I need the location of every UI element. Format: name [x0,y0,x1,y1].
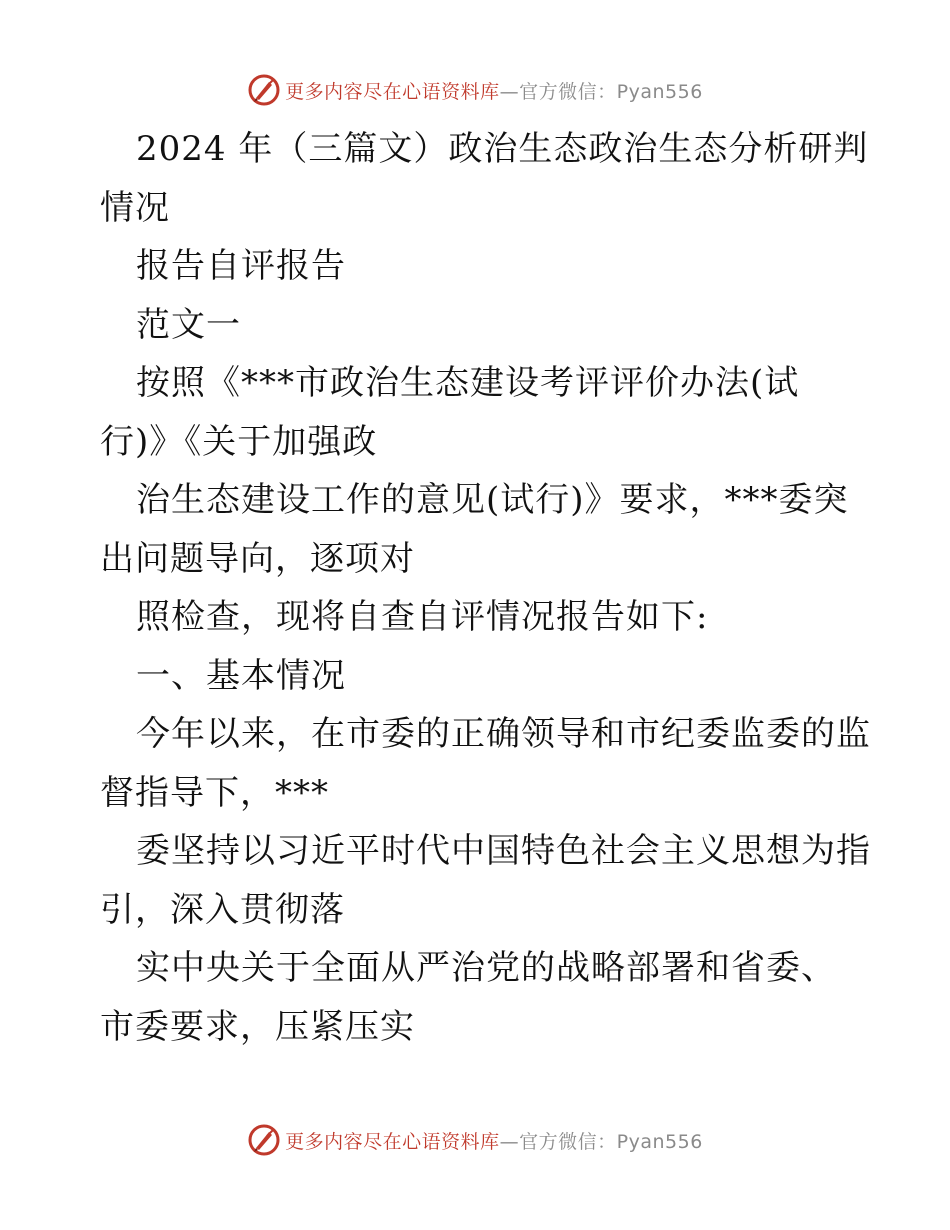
document-line: 行)》《关于加强政 [100,421,378,462]
document-line: 今年以来，在市委的正确领导和市纪委监委的监 [136,714,871,754]
document-line: 治生态建设工作的意见(试行)》要求，***委突 [136,480,849,520]
document-line: 照检查，现将自查自评情况报告如下: [136,597,709,637]
footer-banner [0,1120,950,1160]
document-line: 报告自评报告 [136,246,346,286]
document-line: 出问题导向，逐项对 [100,538,415,579]
banner-dash: — [499,1130,520,1153]
document-line: 市委要求，压紧压实 [100,1006,415,1047]
quill-logo-icon [247,73,281,107]
document-line: 2024 年（三篇文）政治生态政治生态分析研判 [136,129,869,169]
document-line: 范文一 [136,304,241,345]
document-line: 一、基本情况 [136,655,346,696]
document-line: 实中央关于全面从严治党的战略部署和省委、 [136,948,836,988]
header-banner [0,70,950,110]
banner-text [285,1127,703,1154]
banner-account: 官方微信：Pyan556 [519,80,703,103]
document-line: 督指导下，*** [100,772,329,813]
banner-text [285,77,703,104]
banner-main-text: 更多内容尽在心语资料库 [285,1130,500,1153]
document-body [100,120,871,1056]
banner-dash: — [499,80,520,103]
document-line: 按照《***市政治生态建设考评评价办法(试 [136,363,800,403]
document-line: 情况 [100,187,170,228]
quill-logo-icon [247,1123,281,1157]
document-line: 引，深入贯彻落 [100,889,345,930]
banner-main-text: 更多内容尽在心语资料库 [285,80,500,103]
banner-account: 官方微信：Pyan556 [519,1130,703,1153]
document-line: 委坚持以习近平时代中国特色社会主义思想为指 [136,831,871,871]
